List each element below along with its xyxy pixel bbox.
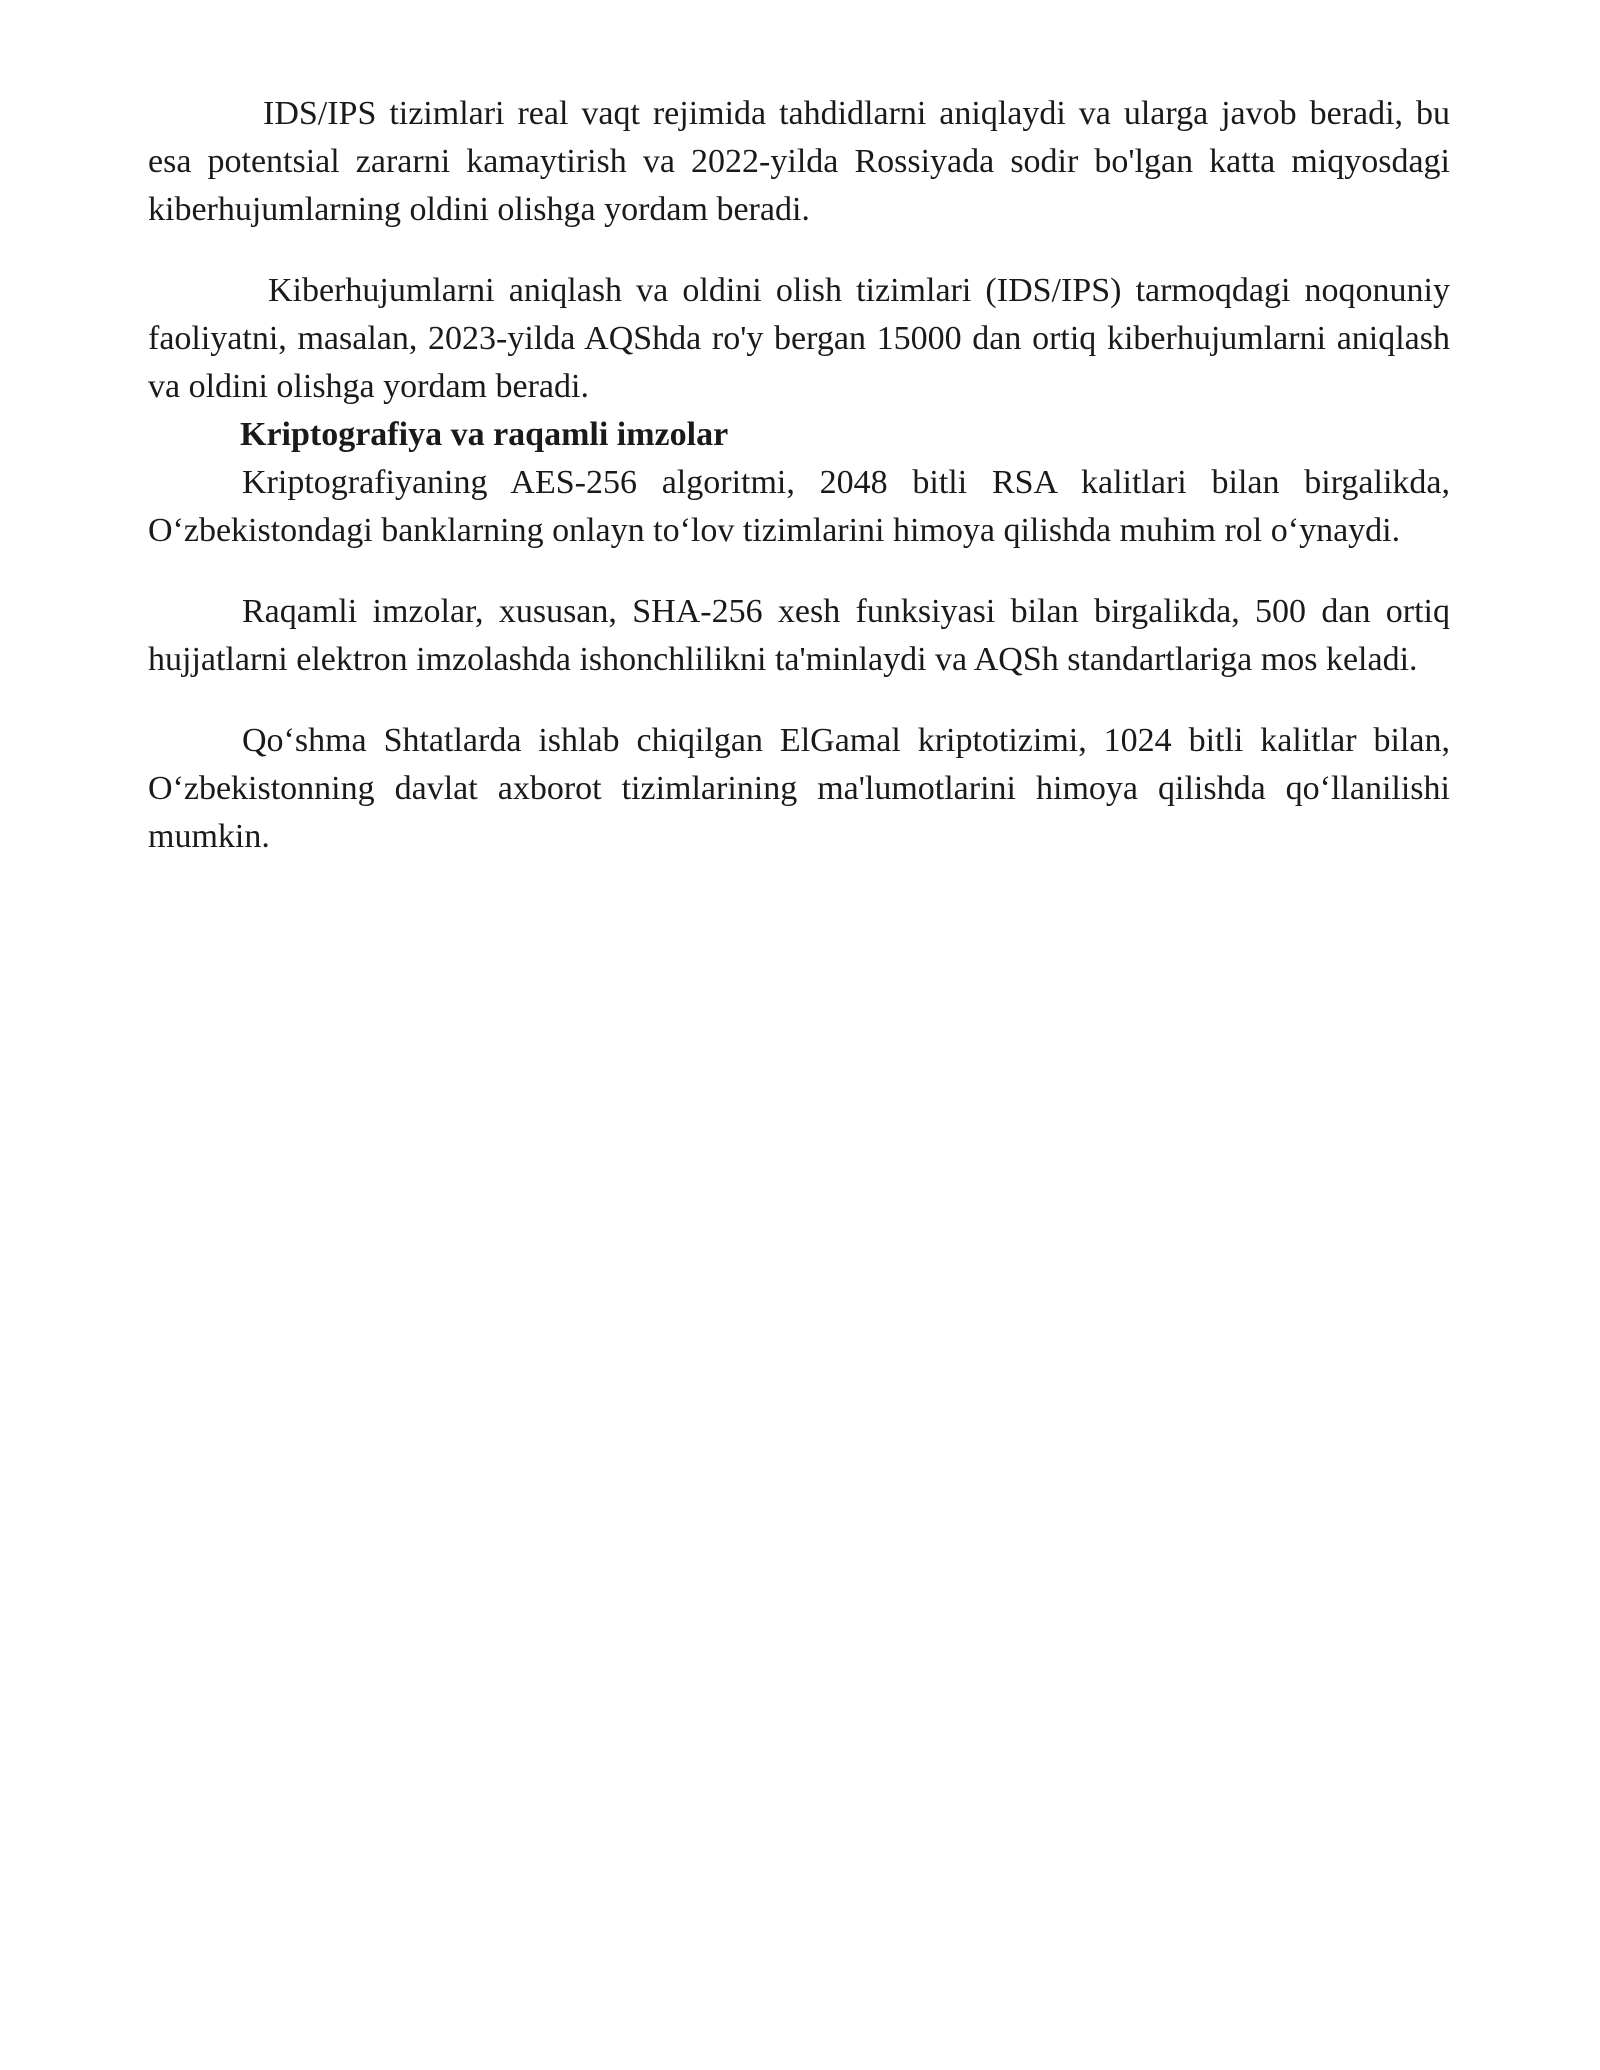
paragraph-digital-signatures: Raqamli imzolar, xususan, SHA-256 xesh funksiyasi bilan birgalikda, 500 dan ortiq hujjatlarni elektron imzolashda ishonchlilikni ta'minlaydi va AQSh standartlariga mos keladi. (148, 593, 1450, 678)
section-heading-cryptography: Kriptografiya va raqamli imzolar (240, 416, 729, 453)
paragraph-elgamal: Qo‘shma Shtatlarda ishlab chiqilgan ElGamal kriptotizimi, 1024 bitli kalitlar bilan, O‘zbekistonning davlat axborot tizimlarining ma'lumotlarini himoya qilishda qo‘llanilishi mumkin. (148, 722, 1450, 855)
document-body (148, 90, 1450, 861)
paragraph-ids-ips-detection: Kiberhujumlarni aniqlash va oldini olish tizimlari (IDS/IPS) tarmoqdagi noqonuniy faoliyatni, masalan, 2023-yilda AQShda ro'y bergan 15000 dan ortiq kiberhujumlarni aniqlash va oldini olishga yordam beradi. (148, 272, 1450, 405)
paragraph-ids-ips-realtime: IDS/IPS tizimlari real vaqt rejimida tahdidlarni aniqlaydi va ularga javob beradi, bu esa potentsial zararni kamaytirish va 2022-yilda Rossiyada sodir bo'lgan katta miqyosdagi kiberhujumlarning oldini olishga yordam beradi. (148, 95, 1450, 228)
paragraph-aes-rsa: Kriptografiyaning AES-256 algoritmi, 2048 bitli RSA kalitlari bilan birgalikda, O‘zbekistondagi banklarning onlayn to‘lov tizimlarini himoya qilishda muhim rol o‘ynaydi. (148, 464, 1450, 549)
